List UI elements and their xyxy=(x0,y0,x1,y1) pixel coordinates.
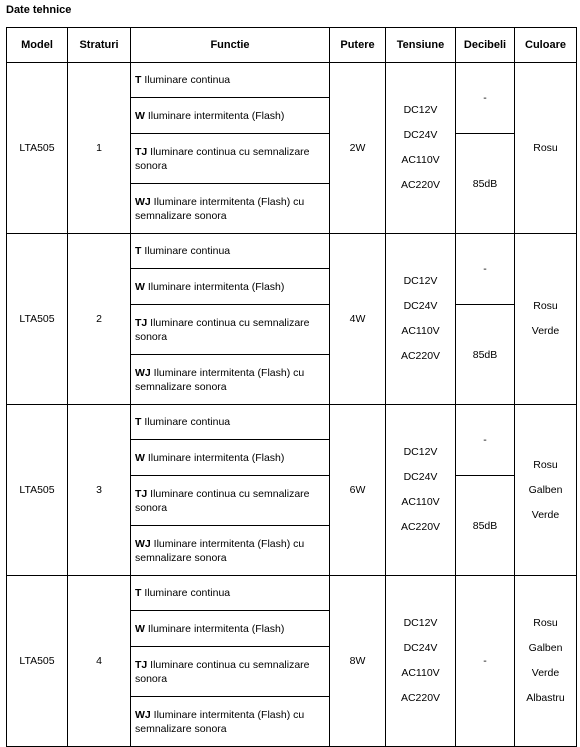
tensiune-value: AC110V xyxy=(401,667,440,679)
culoare-value: Verde xyxy=(531,325,560,337)
functie-text: Iluminare continua cu semnalizare sonora xyxy=(135,658,310,685)
decibeli-cell: 85dB xyxy=(456,476,515,576)
functie-text: Iluminare intermitenta (Flash) cu semnalizare sonora xyxy=(135,195,305,222)
functie-code: T xyxy=(135,587,142,599)
culoare-value: Verde xyxy=(531,508,560,521)
functie-code: WJ xyxy=(135,195,151,208)
table-row xyxy=(7,576,577,611)
functie-code: W xyxy=(135,622,145,635)
functie-cell xyxy=(131,526,330,576)
functie-code: T xyxy=(135,74,142,86)
functie-text: Iluminare intermitenta (Flash) xyxy=(144,109,285,122)
model-cell: LTA505 xyxy=(7,405,68,576)
tensiune-value: DC24V xyxy=(403,471,438,483)
tensiune-value: AC220V xyxy=(400,521,441,533)
tensiune-cell xyxy=(386,576,456,747)
functie-text: Iluminare intermitenta (Flash) xyxy=(144,280,285,293)
tensiune-value: DC12V xyxy=(403,104,438,116)
decibeli-cell: - xyxy=(456,405,515,476)
functie-code: T xyxy=(135,245,142,257)
culoare-cell xyxy=(515,63,577,234)
model-cell: LTA505 xyxy=(7,63,68,234)
functie-text: Iluminare intermitenta (Flash) xyxy=(144,622,285,635)
putere-cell: 6W xyxy=(330,405,386,576)
straturi-cell: 2 xyxy=(68,234,131,405)
functie-cell xyxy=(131,305,330,355)
model-cell: LTA505 xyxy=(7,576,68,747)
tensiune-value: AC220V xyxy=(400,692,441,704)
functie-text: Iluminare continua xyxy=(141,245,231,257)
functie-code: T xyxy=(135,416,142,428)
tensiune-value: DC12V xyxy=(403,617,438,629)
header-functie: Functie xyxy=(131,28,330,63)
culoare-value: Rosu xyxy=(533,300,558,312)
specs-table xyxy=(6,27,577,747)
culoare-value: Rosu xyxy=(533,458,558,471)
functie-code: W xyxy=(135,280,145,293)
functie-text: Iluminare continua cu semnalizare sonora xyxy=(135,487,310,514)
culoare-value: Rosu xyxy=(533,617,558,629)
functie-text: Iluminare intermitenta (Flash) cu semnalizare sonora xyxy=(135,537,305,564)
table-row xyxy=(7,63,577,98)
functie-text: Iluminare continua xyxy=(141,416,231,428)
functie-code: TJ xyxy=(135,658,148,671)
page-title: Date tehnice xyxy=(6,4,72,16)
functie-text: Iluminare intermitenta (Flash) xyxy=(144,451,285,464)
functie-code: WJ xyxy=(135,537,151,550)
functie-code: TJ xyxy=(135,487,148,500)
functie-cell xyxy=(131,98,330,134)
tensiune-value: AC220V xyxy=(400,350,441,362)
functie-code: WJ xyxy=(135,366,151,379)
functie-text: Iluminare continua xyxy=(141,587,231,599)
functie-code: W xyxy=(135,451,145,464)
tensiune-value: AC110V xyxy=(401,325,440,337)
tensiune-value: DC24V xyxy=(403,129,438,141)
culoare-cell xyxy=(515,405,577,576)
functie-cell xyxy=(131,647,330,697)
straturi-cell: 1 xyxy=(68,63,131,234)
tensiune-value: DC12V xyxy=(403,275,438,287)
functie-cell xyxy=(131,355,330,405)
header-model: Model xyxy=(7,28,68,63)
functie-cell xyxy=(131,134,330,184)
tensiune-cell xyxy=(386,405,456,576)
tensiune-value: DC12V xyxy=(403,446,438,458)
tensiune-value: AC110V xyxy=(401,154,440,166)
culoare-value: Albastru xyxy=(526,692,565,704)
tensiune-value: AC110V xyxy=(401,496,440,508)
functie-cell xyxy=(131,269,330,305)
putere-cell: 4W xyxy=(330,234,386,405)
functie-text: Iluminare continua cu semnalizare sonora xyxy=(135,145,310,172)
table-row xyxy=(7,405,577,440)
functie-text: Iluminare intermitenta (Flash) cu semnalizare sonora xyxy=(135,366,305,393)
functie-text: Iluminare continua cu semnalizare sonora xyxy=(135,316,310,343)
header-straturi: Straturi xyxy=(68,28,131,63)
functie-cell xyxy=(131,476,330,526)
decibeli-cell: - xyxy=(456,234,515,305)
decibeli-cell: - xyxy=(456,576,515,747)
header-tensiune: Tensiune xyxy=(386,28,456,63)
tensiune-cell xyxy=(386,63,456,234)
decibeli-cell: 85dB xyxy=(456,305,515,405)
header-row xyxy=(7,28,577,63)
decibeli-cell: - xyxy=(456,63,515,134)
functie-code: W xyxy=(135,109,145,122)
culoare-value: Galben xyxy=(528,642,563,654)
table-row xyxy=(7,234,577,269)
tensiune-value: DC24V xyxy=(403,300,438,312)
putere-cell: 8W xyxy=(330,576,386,747)
straturi-cell: 3 xyxy=(68,405,131,576)
functie-cell xyxy=(131,184,330,234)
culoare-value: Galben xyxy=(528,483,563,496)
functie-cell xyxy=(131,234,330,269)
tensiune-cell xyxy=(386,234,456,405)
straturi-cell: 4 xyxy=(68,576,131,747)
header-culoare: Culoare xyxy=(515,28,577,63)
tensiune-value: AC220V xyxy=(400,179,441,191)
functie-code: TJ xyxy=(135,316,148,329)
functie-code: TJ xyxy=(135,145,148,158)
functie-cell xyxy=(131,405,330,440)
header-putere: Putere xyxy=(330,28,386,63)
model-cell: LTA505 xyxy=(7,234,68,405)
functie-cell xyxy=(131,63,330,98)
culoare-cell xyxy=(515,234,577,405)
functie-cell xyxy=(131,440,330,476)
functie-cell xyxy=(131,576,330,611)
functie-cell xyxy=(131,697,330,747)
decibeli-cell: 85dB xyxy=(456,134,515,234)
header-decibeli: Decibeli xyxy=(456,28,515,63)
functie-text: Iluminare intermitenta (Flash) cu semnalizare sonora xyxy=(135,708,305,735)
functie-text: Iluminare continua xyxy=(141,74,231,86)
culoare-value: Rosu xyxy=(533,141,558,154)
functie-code: WJ xyxy=(135,708,151,721)
culoare-cell xyxy=(515,576,577,747)
functie-cell xyxy=(131,611,330,647)
tensiune-value: DC24V xyxy=(403,642,438,654)
putere-cell: 2W xyxy=(330,63,386,234)
culoare-value: Verde xyxy=(531,667,560,679)
